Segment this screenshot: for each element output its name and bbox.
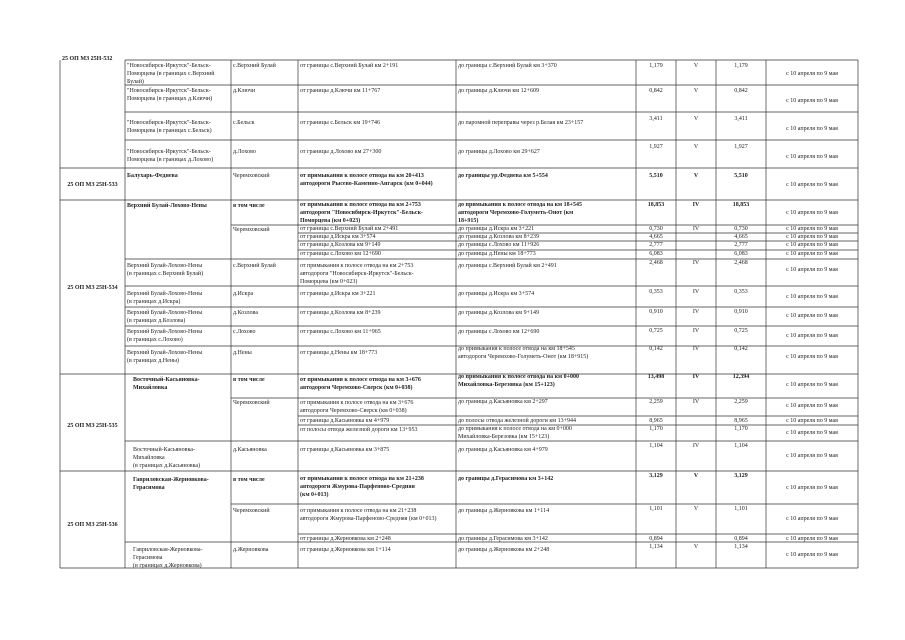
row-19-length2: 1,104 [734,443,748,449]
row-14-category: IV [692,346,700,352]
row-22-length: 0,894 [649,536,663,542]
row-19-period: с 10 апреля по 9 мая [786,453,838,459]
row-1-locality: д.Ключи [233,88,256,94]
row-20-category: V [693,473,699,479]
row-18-length: 1,170 [649,426,663,432]
row-5-length2: 18,853 [732,202,750,208]
row-15-category: IV [692,374,700,380]
row-20-length: 3,129 [649,473,663,479]
row-13-category: IV [692,328,700,334]
row-10-name: Верхний Булай-Лохово-Нены (в границах с.Верхний Булай) [127,263,204,277]
row-13-from: от границы с.Лохово км 11+965 [300,329,381,335]
row-4-from: от примыкания к полосе отвода на км 20+413 автодороги Рысево-Каменно-Ангарск (км 0+044) [300,173,433,187]
row-12-period: с 10 апреля по 9 мая [786,313,838,319]
row-22-to: до границы д.Герасимова км 3+142 [458,536,548,542]
row-8-to: до границы с.Лохово км 11+926 [458,242,540,248]
row-15-length2: 12,394 [732,374,750,380]
row-18-to: до примыкания к полосе отвода на км 0+000 Михайловка-Березовка (км 15+123) [458,426,572,440]
row-11-code: 25 ОП МЗ 25Н-534 [67,285,118,291]
row-21-period: с 10 апреля по 9 мая [786,516,838,522]
row-7-length: 4,665 [649,234,663,240]
row-13-to: до границы с.Лохово км 12+690 [458,329,540,335]
row-7-to: до границы д.Козлова км 8+239 [458,234,539,240]
row-9-length2: 6,083 [734,251,748,257]
row-17-to: до полосы отвода железной дороги км 13+944 [458,418,576,424]
row-23-period: с 10 апреля по 9 мая [786,552,838,558]
row-0-category: V [693,63,699,69]
row-13-name: Верхний Булай-Лохово-Нены (в границах с.Лохово) [127,329,203,343]
row-13-length2: 0,725 [734,328,748,334]
row-19-locality: д.Касьяновка [233,447,267,453]
row-16-category: IV [692,399,700,405]
row-18-length2: 1,170 [734,426,748,432]
row-10-locality: с.Верхний Булай [233,263,276,269]
row-10-from: от примыкания к полосе отвода на км 2+753 автодороги "Новосибирск-Иркутск"-Бельск- Поморцева (км 0+023) [300,263,414,285]
row-code-fragment: 25 ОП МЗ 25Н-532 [62,56,113,62]
row-20-period: с 10 апреля по 9 мая [786,485,838,491]
row-22-from: от границы д.Жерновкова км 2+248 [300,536,391,542]
row-19-category: IV [692,443,700,449]
row-2-period: с 10 апреля по 9 мая [786,126,838,132]
row-21-from: от примыкания к полосе отвода на км 21+238 автодороги Жмурова-Парфеново-Средняя (км 0+013) [300,508,437,522]
row-3-to: до границы д.Лохово км 29+627 [458,149,540,155]
row-6-category: IV [692,226,700,232]
row-2-locality: с.Бельск [233,120,255,126]
row-15-period: с 10 апреля по 9 мая [786,382,838,388]
row-14-period: с 10 апреля по 9 мая [786,354,838,360]
row-17-code: 25 ОП МЗ 25Н-535 [67,423,118,429]
row-3-name: "Новосибирск-Иркутск"-Бельск- Поморцева (в границах д.Лохово) [127,149,213,163]
row-0-period: с 10 апреля по 9 мая [786,71,838,77]
row-12-from: от границы д.Козлова км 8+239 [300,310,381,316]
row-17-length2: 8,965 [734,418,748,424]
row-14-to: до примыкания к полосе отвода на км 18+545 автодороги Черемхово-Голуметь-Онот (км 18+915) [458,346,589,360]
row-23-category: V [693,544,699,550]
row-12-to: до границы д.Козлова км 9+149 [458,310,539,316]
row-22-period: с 10 апреля по 9 мая [786,536,838,542]
row-2-length2: 3,411 [734,116,748,122]
row-10-to: до границы с.Верхний Булай км 2+491 [458,263,557,269]
row-10-period: с 10 апреля по 9 мая [786,267,838,273]
row-16-from: от примыкания к полосе отвода на км 3+676 автодороги Черемхово-Сверск (км 0+038) [300,400,414,414]
row-8-from: от границы д.Козлова км 9+149 [300,242,381,248]
row-14-from: от границы д.Нены км 18+773 [300,350,378,356]
row-21-length: 1,101 [649,506,663,512]
row-9-to: до границы д.Нены км 18+773 [458,251,536,257]
row-13-period: с 10 апреля по 9 мая [786,333,838,339]
row-22-length2: 0,894 [734,536,748,542]
row-10-length: 2,468 [649,260,663,266]
row-9-period: с 10 апреля по 9 мая [786,251,838,257]
row-18-from: от полосы отвода железной дороги км 13+953 [300,427,418,433]
row-6-length2: 0,730 [734,226,748,232]
row-5-length: 18,853 [647,202,665,208]
row-23-length: 1,134 [649,544,663,550]
row-21-code: 25 ОП МЗ 25Н-536 [67,522,118,528]
row-10-category: IV [692,260,700,266]
row-9-from: от границы с.Лохово км 12+690 [300,251,381,257]
row-19-from: от границы д.Касьяновка км 3+875 [300,447,390,453]
row-1-from: от границы д.Ключи км 11+767 [300,88,381,94]
row-11-length: 0,353 [649,289,663,295]
row-4-locality: Черемховский [233,173,270,179]
row-13-length: 0,725 [649,328,663,334]
row-0-to: до границы с.Верхний Булай км 3+370 [458,63,557,69]
row-11-name: Верхний Булай-Лохово-Нены (в границах д.Искра) [127,291,203,305]
row-3-period: с 10 апреля по 9 мая [786,154,838,160]
row-12-category: IV [692,309,700,315]
row-0-length2: 1,179 [734,63,748,69]
row-12-name: Верхний Булай-Лохово-Нены (в границах д.Козлова) [127,310,203,324]
row-21-category: V [693,506,699,512]
row-19-to: до границы д.Касьяновка км 4+979 [458,447,548,453]
row-4-name: Балухарь-Федяева [127,173,178,179]
row-14-name: Верхний Булай-Лохово-Нены (в границах д.Нены) [127,350,203,364]
row-23-from: от границы д.Жерновкова км 1+114 [300,547,391,553]
row-3-length2: 1,927 [734,144,748,150]
row-4-to: до границы ур.Федяева км 5+554 [458,173,548,179]
row-1-length2: 0,842 [734,88,748,94]
row-0-locality: с.Верхний Булай [233,63,276,69]
row-5-name: Верхний Булай-Лохово-Нены [127,203,207,209]
row-1-period: с 10 апреля по 9 мая [786,98,838,104]
row-0-from: от границы с.Верхний Булай км 2+191 [300,63,399,69]
row-21-locality: Черемховский [233,508,270,514]
row-20-locality: в том числе [233,477,265,483]
row-19-name: Восточный-Касьяновка- Михайловка (в границах д.Касьяновка) [133,447,201,469]
row-23-name: Гавриловская-Жерновкова- Герасимова (в границах д.Жерновкова) [133,547,203,569]
row-21-to: до границы д.Жерновкова км 1+114 [458,508,550,514]
row-16-length2: 2,259 [734,399,748,405]
row-1-name: "Новосибирск-Иркутск"-Бельск- Поморцева (в границах д.Ключи) [127,88,213,102]
row-15-to: до примыкания к полосе отвода на км 0+000 Михайловка-Березовка (км 15+123) [458,374,580,388]
row-6-from: от границы с.Верхний Булай км 2+491 [300,226,399,232]
row-4-period: с 10 апреля по 9 мая [786,182,838,188]
row-1-to: до границы д.Ключи км 12+609 [458,88,539,94]
row-15-locality: в том числе [233,377,265,383]
row-7-length2: 4,665 [734,234,748,240]
row-3-from: от границы д.Лохово км 27+300 [300,149,382,155]
row-3-length: 1,927 [649,144,663,150]
row-2-name: "Новосибирск-Иркутск"-Бельск- Поморцева (в границах с.Бельск) [127,120,212,134]
row-5-locality: в том числе [233,203,265,209]
row-23-locality: д.Жерновкова [233,547,269,553]
row-17-from: от границы д.Касьяновка км 4+979 [300,418,390,424]
row-16-locality: Черемховский [233,400,270,406]
row-13-locality: с.Лохово [233,329,256,335]
row-16-to: до границы д.Касьяновка км 2+297 [458,399,548,405]
row-23-length2: 1,134 [734,544,748,550]
row-19-length: 1,104 [649,443,663,449]
row-3-locality: д.Лохово [233,149,256,155]
row-3-category: V [693,144,699,150]
row-5-from: от примыкания к полосе отвода на км 2+753 автодороги "Новосибирск-Иркутск"-Бельск- Поморцева (км 0+023) [300,202,424,224]
row-16-length: 2,259 [649,399,663,405]
row-18-period: с 10 апреля по 9 мая [786,430,838,436]
row-2-to: до паромной переправы через р.Белая км 23+157 [458,120,584,126]
row-16-period: с 10 апреля по 9 мая [786,403,838,409]
row-5-period: с 10 апреля по 9 мая [786,210,838,216]
row-4-category: V [693,173,699,179]
row-8-length: 2,777 [649,242,663,248]
row-1-length: 0,842 [649,88,663,94]
row-5-category: IV [692,202,700,208]
row-14-length: 0,142 [649,346,663,352]
row-7-from: от границы д.Искра км 3+574 [300,234,376,240]
row-6-locality: Черемховский [233,227,270,233]
row-15-length: 13,498 [647,374,665,380]
row-4-length: 5,510 [649,173,663,179]
row-12-locality: д.Козлова [233,310,259,316]
row-1-category: V [693,88,699,94]
row-20-to: до границы д.Герасимова км 3+142 [458,476,554,482]
row-15-name: Восточный-Касьяновка- Михайловка [133,377,200,391]
row-2-category: V [693,116,699,122]
row-20-name: Гавриловская-Жерновкова- Герасимова [133,477,209,491]
row-8-period: с 10 апреля по 9 мая [786,242,838,248]
row-6-length: 0,730 [649,226,663,232]
row-20-from: от примыкания к полосе отвода на км 21+238 автодороги Жмурова-Парфеново-Средняя (км 0+013) [300,476,424,498]
row-11-period: с 10 апреля по 9 мая [786,294,838,300]
row-2-from: от границы с.Бельск км 19+746 [300,120,381,126]
row-0-length: 1,179 [649,63,663,69]
row-17-length: 8,965 [649,418,663,424]
row-14-length2: 0,142 [734,346,748,352]
row-23-to: до границы д.Жерновкова км 2+248 [458,547,550,553]
row-5-to: до примыкания к полосе отвода на км 18+545 автодороги Черемхово-Голуметь-Онот (км 18+915) [458,202,583,224]
row-17-period: с 10 апреля по 9 мая [786,418,838,424]
row-11-category: IV [692,289,700,295]
row-9-length: 6,083 [649,251,663,257]
row-4-length2: 5,510 [734,173,748,179]
row-10-length2: 2,468 [734,260,748,266]
row-15-from: от примыкания к полосе отвода на км 3+676 автодороги Черемхово-Сверск (км 0+038) [300,377,421,391]
row-6-period: с 10 апреля по 9 мая [786,226,838,232]
row-11-from: от границы д.Искра км 3+221 [300,291,376,297]
row-11-locality: д.Искра [233,291,254,297]
row-7-period: с 10 апреля по 9 мая [786,234,838,240]
row-8-length2: 2,777 [734,242,748,248]
row-12-length2: 0,910 [734,309,748,315]
row-20-length2: 3,129 [734,473,748,479]
row-11-to: до границы д.Искра км 3+574 [458,291,535,297]
row-0-name: "Новосибирск-Иркутск"-Бельск- Поморцева (в границах с.Верхний Булай) [127,63,215,85]
row-4-code: 25 ОП МЗ 25Н-533 [67,182,118,188]
row-11-length2: 0,353 [734,289,748,295]
row-21-length2: 1,101 [734,506,748,512]
row-6-to: до границы д.Искра км 3+221 [458,226,535,232]
row-12-length: 0,910 [649,309,663,315]
row-2-length: 3,411 [649,116,663,122]
row-14-locality: д.Нены [233,350,252,356]
